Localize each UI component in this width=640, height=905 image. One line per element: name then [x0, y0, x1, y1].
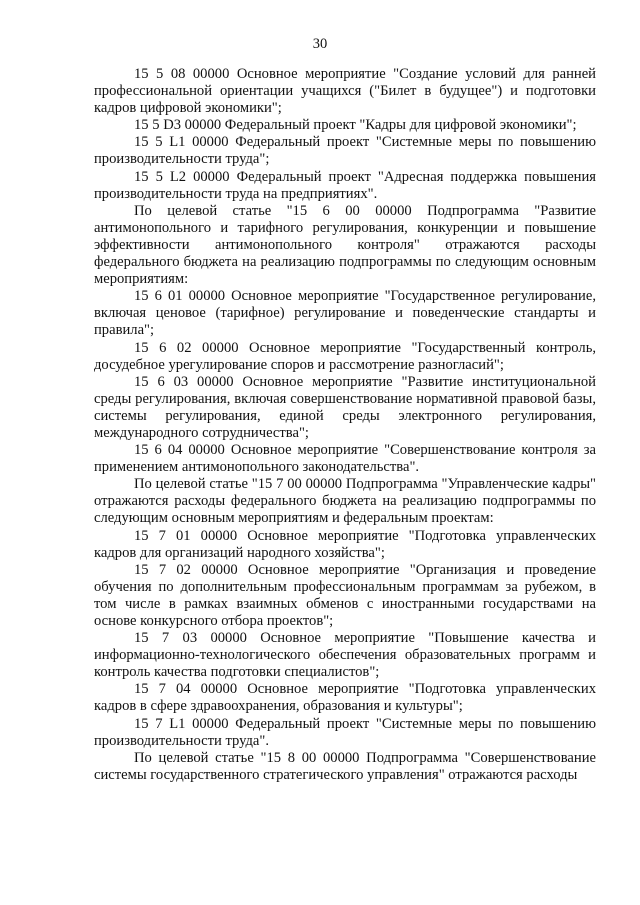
- paragraph: 15 6 02 00000 Основное мероприятие "Государственный контроль, досудебное урегулирование споров и рассмотрение разногласий";: [94, 339, 596, 373]
- paragraph: 15 6 03 00000 Основное мероприятие "Развитие институциональной среды регулирования, включая совершенствование нормативной правовой базы, системы регулирования, единой среды электронного регулирования, международного сотрудничества";: [94, 373, 596, 441]
- paragraph: 15 6 01 00000 Основное мероприятие "Государственное регулирование, включая ценовое (тарифное) регулирование и поведенческие стандарты и правила";: [94, 288, 596, 339]
- paragraph: 15 5 D3 00000 Федеральный проект "Кадры для цифровой экономики";: [134, 117, 577, 134]
- paragraph: По целевой статье "15 6 00 00000 Подпрограмма "Развитие антимонопольного и тарифного регулирования, конкуренции и повышение эффективности антимонопольного контроля" отражаются расходы федерального бюджета на реализацию подпрограммы по следующим основным мероприятиям:: [94, 202, 596, 288]
- page-number: 30: [312, 36, 328, 52]
- paragraph: По целевой статье "15 8 00 00000 Подпрограмма "Совершенствование системы государственного стратегического управления" отражаются расходы: [94, 749, 596, 783]
- paragraph: 15 7 04 00000 Основное мероприятие "Подготовка управленческих кадров в сфере здравоохранения, образования и культуры";: [94, 681, 596, 715]
- paragraph: 15 5 08 00000 Основное мероприятие "Создание условий для ранней профессиональной ориентации учащихся ("Билет в будущее") и подготовки кадров цифровой экономики";: [94, 66, 596, 117]
- paragraph: 15 5 L1 00000 Федеральный проект "Системные меры по повышению производительности труда";: [94, 134, 596, 168]
- paragraph: По целевой статье "15 7 00 00000 Подпрограмма "Управленческие кадры" отражаются расходы федерального бюджета на реализацию подпрограммы по следующим основным мероприятиям и федеральным проектам:: [94, 476, 596, 527]
- paragraph: 15 5 L2 00000 Федеральный проект "Адресная поддержка повышения производительности труда на предприятиях".: [94, 168, 596, 202]
- paragraph: 15 7 01 00000 Основное мероприятие "Подготовка управленческих кадров для организаций народного хозяйства";: [94, 527, 596, 561]
- paragraph: 15 7 L1 00000 Федеральный проект "Системные меры по повышению производительности труда".: [94, 715, 596, 749]
- document-body: [94, 66, 596, 784]
- paragraph: 15 7 03 00000 Основное мероприятие "Повышение качества и информационно-технологического обеспечения образовательных программ и контроль качества подготовки специалистов";: [94, 630, 596, 681]
- paragraph: 15 7 02 00000 Основное мероприятие "Организация и проведение обучения по дополнительным профессиональным программам за рубежом, в том числе в рамках взаимных обменов с иностранными государствами на основе конкурсного отбора проектов";: [94, 561, 596, 629]
- paragraph: 15 6 04 00000 Основное мероприятие "Совершенствование контроля за применением антимонопольного законодательства".: [94, 442, 596, 476]
